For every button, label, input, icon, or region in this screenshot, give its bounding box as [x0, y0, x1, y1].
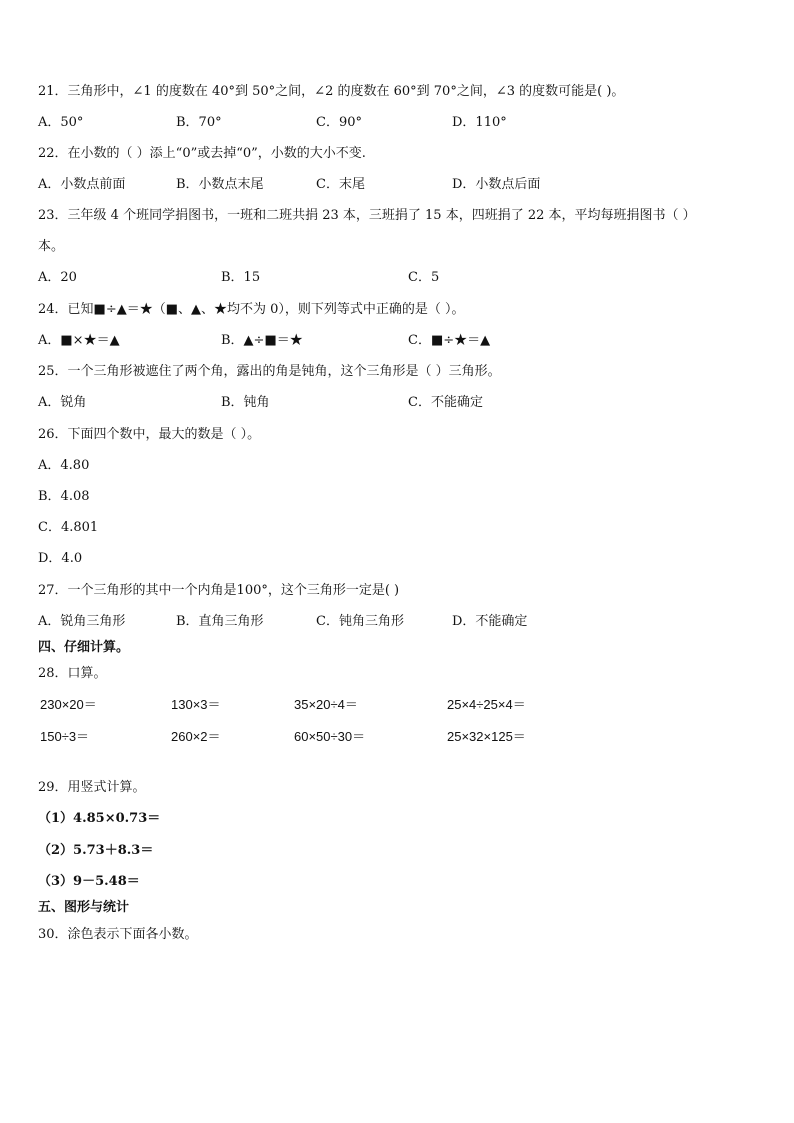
q25-option-a: A．锐角	[38, 395, 87, 410]
q25-option-b: B．钝角	[221, 395, 270, 410]
q23-stem-continued: 本。	[38, 239, 65, 254]
q27-option-d: D．不能确定	[452, 614, 528, 629]
q28-item-4: 25×4÷25×4＝	[447, 697, 526, 712]
q24-option-a: A．■×★＝▲	[38, 333, 120, 348]
q23-option-c: C．5	[408, 270, 440, 285]
q21-option-d: D．110°	[452, 115, 507, 130]
q21-stem: 21．三角形中，∠1 的度数在 40°到 50°之间，∠2 的度数在 60°到 70°之间，∠3 的度数可能是( )。	[38, 84, 625, 99]
q29-stem: 29．用竖式计算。	[38, 780, 146, 795]
q27-stem: 27．一个三角形的其中一个内角是100°，这个三角形一定是( )	[38, 583, 400, 598]
q26-option-d: D．4.0	[38, 551, 83, 566]
q24-option-c: C．■÷★＝▲	[408, 333, 491, 348]
q28-stem: 28．口算。	[38, 666, 107, 681]
q23-stem: 23．三年级 4 个班同学捐图书，一班和二班共捐 23 本，三班捐了 15 本，四班捐了 22 本，平均每班捐图书（ ）	[38, 208, 696, 223]
q28-item-5: 150÷3＝	[40, 729, 90, 744]
q28-item-6: 260×2＝	[171, 729, 221, 744]
q22-option-a: A．小数点前面	[38, 177, 126, 192]
q30-stem: 30．涂色表示下面各小数。	[38, 927, 198, 942]
q28-item-7: 60×50÷30＝	[294, 729, 366, 744]
q28-item-2: 130×3＝	[171, 697, 221, 712]
q28-item-1: 230×20＝	[40, 697, 97, 712]
q26-stem: 26．下面四个数中，最大的数是（ ）。	[38, 427, 261, 442]
q24-option-b: B．▲÷■＝★	[221, 333, 303, 348]
q25-stem: 25．一个三角形被遮住了两个角，露出的角是钝角，这个三角形是（ ）三角形。	[38, 364, 501, 379]
q23-option-a: A．20	[38, 270, 77, 285]
q23-option-b: B．15	[221, 270, 261, 285]
q22-option-d: D．小数点后面	[452, 177, 541, 192]
q25-option-c: C．不能确定	[408, 395, 483, 410]
section-4-heading: 四、仔细计算。	[38, 640, 130, 655]
q27-option-a: A．锐角三角形	[38, 614, 126, 629]
q28-item-3: 35×20÷4＝	[294, 697, 358, 712]
q27-option-c: C．钝角三角形	[316, 614, 404, 629]
q28-item-8: 25×32×125＝	[447, 729, 526, 744]
q24-stem: 24．已知■÷▲＝★（■、▲、★均不为 0），则下列等式中正确的是（ ）。	[38, 302, 465, 317]
q26-option-c: C．4.801	[38, 520, 99, 535]
q21-option-c: C．90°	[316, 115, 362, 130]
q29-item-3: （3）9－5.48＝	[38, 874, 140, 889]
section-5-heading: 五、图形与统计	[38, 900, 130, 915]
q26-option-b: B．4.08	[38, 489, 90, 504]
q21-option-a: A．50°	[38, 115, 84, 130]
q29-item-1: （1）4.85×0.73＝	[38, 811, 161, 826]
q22-option-b: B．小数点末尾	[176, 177, 264, 192]
q29-item-2: （2）5.73＋8.3＝	[38, 843, 154, 858]
q26-option-a: A．4.80	[38, 458, 90, 473]
q21-option-b: B．70°	[176, 115, 222, 130]
q22-stem: 22．在小数的（ ）添上“0”或去掉“0”，小数的大小不变.	[38, 146, 366, 161]
q27-option-b: B．直角三角形	[176, 614, 264, 629]
q22-option-c: C．末尾	[316, 177, 365, 192]
